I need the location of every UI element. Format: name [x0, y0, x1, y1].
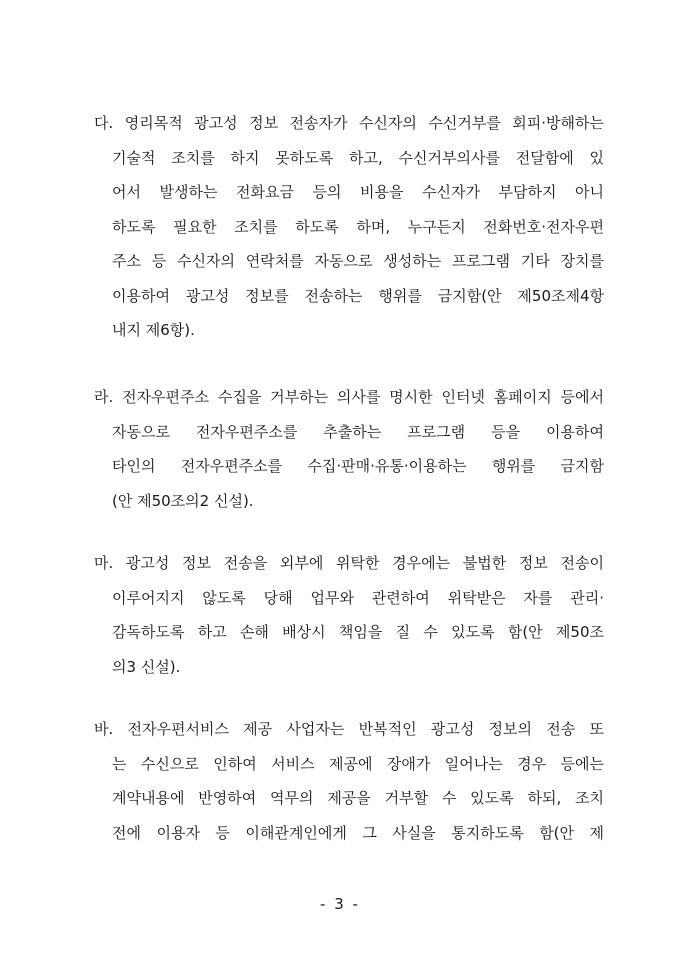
paragraph-line: 마. 광고성 정보 전송을 외부에 위탁한 경우에는 불법한 정보 전송이 [94, 554, 604, 572]
paragraph-da [94, 106, 604, 348]
page-number: - 3 - [320, 895, 360, 913]
paragraph-line: 주소 등 수신자의 연락처를 자동으로 생성하는 프로그램 기타 장치를 [112, 252, 604, 270]
paragraph-line: 내지 제6항). [112, 321, 195, 339]
paragraph-line: 는 수신으로 인하여 서비스 제공에 장애가 일어나는 경우 등에는 [112, 754, 604, 773]
paragraph-line: 기술적 조치를 하지 못하도록 하고, 수신거부의사를 전달함에 있 [112, 148, 604, 167]
paragraph-ra [94, 380, 604, 518]
paragraph-line: (안 제50조의2 신설). [112, 491, 254, 510]
paragraph-line: 타인의 전자우편주소를 수집·판매·유통·이용하는 행위를 금지함 [112, 457, 604, 475]
paragraph-line: 전에 이용자 등 이해관계인에게 그 사실을 통지하도록 함(안 제 [112, 823, 604, 842]
paragraph-line: 이용하여 광고성 정보를 전송하는 행위를 금지함(안 제50조제4항 [112, 286, 604, 305]
paragraph-line: 계약내용에 반영하여 역무의 제공을 거부할 수 있도록 하되, 조치 [112, 789, 604, 807]
paragraph-line: 어서 발생하는 전화요금 등의 비용을 수신자가 부담하지 아니 [112, 183, 604, 201]
paragraph-line: 자동으로 전자우편주소를 추출하는 프로그램 등을 이용하여 [112, 422, 604, 441]
paragraph-line: 의3 신설). [112, 657, 181, 676]
paragraph-ba [94, 712, 604, 850]
paragraph-line: 다. 영리목적 광고성 정보 전송자가 수신자의 수신거부를 회피·방해하는 [94, 114, 604, 132]
paragraph-line: 라. 전자우편주소 수집을 거부하는 의사를 명시한 인터넷 홈페이지 등에서 [94, 388, 604, 406]
paragraph-line: 감독하도록 하고 손해 배상시 책임을 질 수 있도록 함(안 제50조 [112, 623, 604, 641]
paragraph-ma [94, 546, 604, 684]
paragraph-line: 이루어지지 않도록 당해 업무와 관련하여 위탁받은 자를 관리· [112, 588, 604, 607]
paragraph-line: 바. 전자우편서비스 제공 사업자는 반복적인 광고성 정보의 전송 또 [94, 720, 604, 738]
paragraph-line: 하도록 필요한 조치를 하도록 하며, 누구든지 전화번호·전자우편 [112, 217, 604, 236]
